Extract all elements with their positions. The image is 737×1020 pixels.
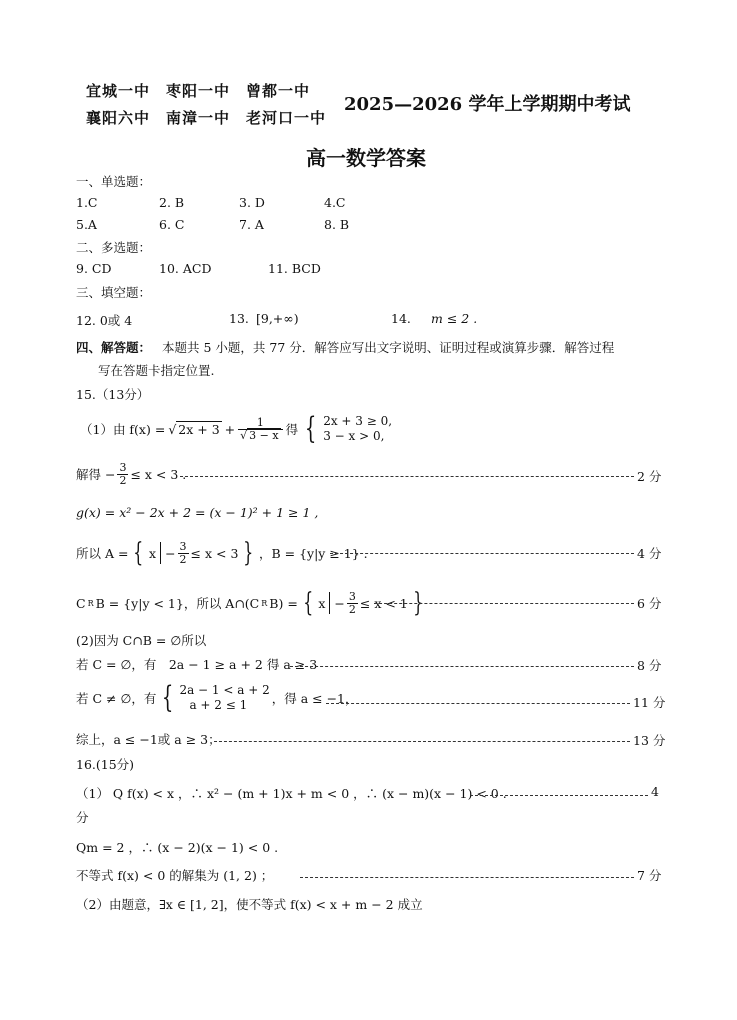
q16-solution-set: 不等式 f(x) < 0 的解集为 (1, 2) ； xyxy=(76,868,274,883)
exam-title: 2025—2026 学年上学期期中考试 xyxy=(344,94,631,115)
answer-10: 10. ACD xyxy=(159,261,212,276)
score-leader xyxy=(214,741,630,742)
section-fill-blank-title: 三、填空题： xyxy=(76,285,152,300)
schools-row-1: 宜城一中 枣阳一中 曾都一中 xyxy=(86,82,311,100)
complement-text-2: B) = xyxy=(269,595,298,611)
score-leader xyxy=(330,553,634,554)
q15-case-nonempty xyxy=(76,680,358,716)
q16-part1-line: （1） Q f(x) < x ，∴ x² − (m + 1)x + m < 0 ，∴ (x − m)(x − 1) < 0 . xyxy=(76,786,507,801)
score-leader xyxy=(180,476,634,477)
q15-fraction-num: 1 xyxy=(238,417,282,430)
left-brace-icon: { xyxy=(304,411,317,446)
minus-sign: − xyxy=(165,545,176,561)
q15-fraction-den: 3 − x xyxy=(249,428,279,442)
score-11: 11 分 xyxy=(633,695,666,710)
q15-conclusion: 综上，a ≤ −1或 a ≥ 3； xyxy=(76,732,221,747)
answer-2: 2. B xyxy=(159,195,185,210)
q15-line-solve xyxy=(76,459,186,489)
q15-complement-frac xyxy=(347,591,358,616)
minus-sign: − xyxy=(334,595,345,611)
set-var: x xyxy=(318,595,326,611)
q16-m-line: Qm = 2 ，∴ (x − 2)(x − 1) < 0 . xyxy=(76,840,279,855)
q16-heading: 16.(15分) xyxy=(76,757,135,772)
score-leader xyxy=(290,666,634,667)
complement-c: C xyxy=(76,595,86,611)
score-leader xyxy=(326,703,630,704)
case-text: 若 C ≠ ∅，有 xyxy=(76,691,157,706)
case-system-line-1: 2a − 1 < a + 2 xyxy=(179,683,270,697)
section-multi-choice-title: 二、多选题： xyxy=(76,240,152,255)
q15-sqrt-expr: 2x + 3 xyxy=(178,421,220,437)
q15-part1-lead: （1）由 f(x) = xyxy=(80,422,166,437)
set-bar xyxy=(329,592,330,614)
answer-9: 9. CD xyxy=(76,261,112,276)
q15-set-b: ，B = {y|y ≥ 1} . xyxy=(258,546,368,561)
q15-case-empty: 若 C = ∅，有 2a − 1 ≥ a + 2 得 a ≥ 3 xyxy=(76,657,318,672)
case-system-line-2: a + 2 ≤ 1 xyxy=(189,698,248,712)
q15-system xyxy=(323,414,392,444)
q15-system-line-2: 3 − x > 0, xyxy=(323,429,385,443)
section-single-choice-title: 一、单选题： xyxy=(76,174,152,189)
section-solutions-desc-2: 写在答题卡指定位置. xyxy=(98,363,215,378)
answer-11: 11. BCD xyxy=(268,261,321,276)
q15-set-a-label: 所以 A = xyxy=(76,546,129,561)
q15-get: 得 xyxy=(285,422,299,437)
q15-plus: + xyxy=(224,421,236,437)
answer-1: 1.C xyxy=(76,195,98,210)
left-brace-icon: { xyxy=(162,680,174,715)
set-cond: ≤ x < 1 xyxy=(359,595,408,611)
answer-13-label: 13. xyxy=(229,311,249,326)
case-result: ，得 a ≤ −1， xyxy=(271,691,358,706)
score-leader xyxy=(470,795,648,796)
score-13: 13 分 xyxy=(633,733,666,748)
score-q16-7: 7 分 xyxy=(637,868,662,883)
answer-13-value: [9,+∞) xyxy=(256,311,299,326)
complement-text: B = {y|y < 1}，所以 A∩(C xyxy=(95,596,260,611)
complement-sub-2: R xyxy=(261,598,268,608)
score-8: 8 分 xyxy=(637,658,662,673)
score-6: 6 分 xyxy=(637,596,662,611)
schools-row-2: 襄阳六中 南漳一中 老河口一中 xyxy=(86,109,327,127)
answer-3: 3. D xyxy=(239,195,265,210)
document-title: 高一数学答案 xyxy=(306,146,426,170)
q15-solve-range: ≤ x < 3 . xyxy=(130,466,187,482)
score-leader xyxy=(300,877,634,878)
q15-system-line-1: 2x + 3 ≥ 0, xyxy=(323,414,393,428)
score-2: 2 分 xyxy=(637,469,662,484)
answer-5: 5.A xyxy=(76,217,97,232)
answer-14-value: m ≤ 2 . xyxy=(431,311,478,326)
case-system xyxy=(179,683,269,713)
answer-7: 7. A xyxy=(239,217,264,232)
q15-g-line: g(x) = x² − 2x + 2 = (x − 1)² + 1 ≥ 1 , xyxy=(76,505,319,520)
q15-part2-intro: (2)因为 C∩B = ∅所以 xyxy=(76,633,207,648)
answer-6: 6. C xyxy=(159,217,185,232)
q15-sets-line xyxy=(76,537,368,569)
answer-4: 4.C xyxy=(324,195,346,210)
frac-den: 2 xyxy=(119,473,127,487)
q16-part2-line: （2）由题意，∃x ∈ [1, 2]，使不等式 f(x) < x + m − 2 成立 xyxy=(76,897,423,912)
score-leader xyxy=(374,603,634,604)
q15-solve-frac xyxy=(117,462,128,487)
q15-solve-text: 解得 − xyxy=(76,467,116,482)
answer-8: 8. B xyxy=(324,217,350,232)
frac-num: 3 xyxy=(179,539,187,553)
frac-den: 2 xyxy=(348,602,356,616)
set-cond: ≤ x < 3 xyxy=(190,545,239,561)
frac-num: 3 xyxy=(119,460,127,474)
frac-den: 2 xyxy=(179,552,187,566)
q15-heading: 15.（13分） xyxy=(76,387,150,402)
answer-14-label: 14. xyxy=(391,311,411,326)
frac-num: 3 xyxy=(348,589,356,603)
q15-set-a-frac xyxy=(178,541,189,566)
q15-part1-line: （1）由 f(x) = √ 2x + 3 + $\frac{1}{√ 3 - x}$ 得 { 2x + 3 ≥ 0, 3 − x > 0, xyxy=(80,411,393,446)
score-q16-4: 4 xyxy=(651,784,659,799)
complement-sub: R xyxy=(87,598,94,608)
q15-fraction: $\frac{1}{√ 3 - x}$ xyxy=(238,417,282,442)
score-4: 4 分 xyxy=(637,546,662,561)
set-var: x xyxy=(149,545,157,561)
q16-score-unit: 分 xyxy=(76,810,89,825)
right-brace-icon: } xyxy=(413,588,424,618)
section-solutions-desc-1: 本题共 5 小题，共 77 分．解答应写出文字说明、证明过程或演算步骤．解答过程 xyxy=(162,340,615,355)
right-brace-icon: } xyxy=(243,538,254,568)
left-brace-icon: { xyxy=(133,538,144,568)
set-bar xyxy=(160,542,161,564)
answer-12: 12. 0或 4 xyxy=(76,313,133,328)
section-solutions-title: 四、解答题： xyxy=(76,340,152,355)
left-brace-icon: { xyxy=(303,588,314,618)
